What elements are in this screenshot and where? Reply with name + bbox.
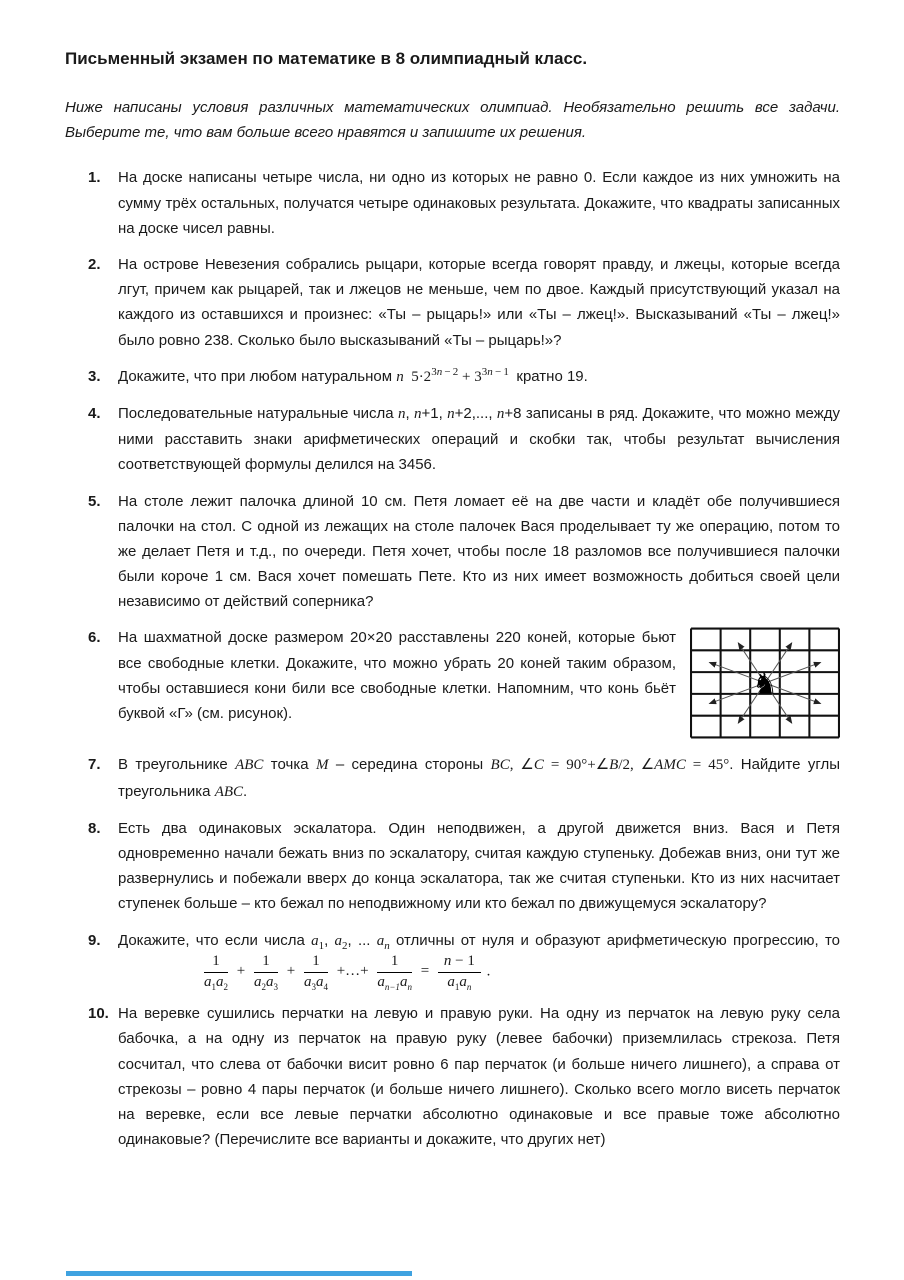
- page-title: Письменный экзамен по математике в 8 олимпиадный класс.: [65, 49, 588, 68]
- problem-text: Последовательные натуральные числа n, n+1, n+2,..., n+8 записаны в ряд. Докажите, что можно между ними расставить знаки арифметических операций и скобки так, чтобы результат вычисления соответствующей формулы делился на 3456.: [118, 404, 840, 474]
- knight-move-diagram: [690, 627, 840, 739]
- problem-text: На острове Невезения собрались рыцари, которые всегда говорят правду, и лжецы, которые всегда лгут, причем как рыцарей, так и лжецов не меньше, чем по двое. Каждый присутствующий указал на каждого из оставшихся и произнес: «Ты – рыцарь!» или «Ты – лжец!». Высказываний «Ты – лжец!» было ровно 238. Сколько было высказываний «Ты – рыцарь!»?: [118, 256, 840, 349]
- problem-text: На веревке сушились перчатки на левую и правую руки. На одну из перчаток на левую руку села бабочка, а на одну из перчаток на правую руку (левее бабочки) приземлилась стрекоза. Петя сосчитал, что слева от бабочки висит ровно 6 пар перчаток (и больше ничего лишнего), а справа от стрекозы – ровно 4 пары перчаток (и больше ничего лишнего). Сколько всего могло висеть перчаток на веревке, если все левые перчатки абсолютно одинаковые и все правые тоже абсолютно одинаковые? (Перечислите все варианты и докажите, что других нет): [118, 1005, 840, 1149]
- problem-item-2: [65, 252, 840, 353]
- problem-number: 4.: [88, 404, 101, 422]
- problem-number: 3.: [88, 367, 101, 385]
- problem-number: 9.: [88, 931, 101, 949]
- problem-text: Докажите, что если числа $a_1$, $a_2$, ... $a_n$ отличны от нуля и образуют арифметическую прогрессию, то $\frac{1}{a_1a_2}$ + $\frac{1}{a_2a_3}$ + $\frac{1}{a_3a_4}$ +…+ $\frac{1}{a_{n-1}a_n}$ = $\frac{n - 1}{a_1a_n}$ .: [118, 931, 840, 991]
- problem-item-5: [65, 489, 840, 615]
- problem-item-3: [65, 364, 840, 390]
- problem-text: Докажите, что при любом натуральном n $5\cdot 2^{3n}$ $^{- 2} + 3^{3n}$ $^{- 1}$ кратно 19.: [118, 365, 588, 385]
- problem-text: На доске написаны четыре числа, ни одно из которых не равно 0. Если каждое из них умножить на сумму трёх остальных, получатся четыре одинаковых результата. Докажите, что квадраты записанных на доске чисел равны.: [118, 169, 840, 237]
- problem-number: 1.: [88, 169, 101, 187]
- arithmetic-progression-formula: $\frac{1}{a_1a_2}$ + $\frac{1}{a_2a_3}$ + $\frac{1}{a_3a_4}$ +…+ $\frac{1}{a_{n-1}a_n}$ = $\frac{n - 1}{a_1a_n}$ .: [204, 952, 491, 991]
- problem-item-8: [65, 816, 840, 917]
- problem-item-4: [65, 401, 840, 478]
- problem-item-7: [65, 752, 840, 804]
- intro-paragraph: Ниже написаны условия различных математических олимпиад. Необязательно решить все задачи. Выберите те, что вам больше всего нравятся и запишите их решения.: [65, 99, 840, 142]
- problem-number: 5.: [88, 492, 101, 510]
- problem-item-1: [65, 165, 840, 241]
- problem-number: 7.: [88, 756, 101, 774]
- bottom-accent-line: [66, 1271, 412, 1276]
- problem-number: 2.: [88, 256, 101, 274]
- problem-item-6: [65, 625, 840, 741]
- problem-list: [65, 165, 840, 1152]
- problem-item-10: [65, 1001, 840, 1152]
- problem-item-9: [65, 928, 840, 991]
- problem-text: ♞ На шахматной доске размером 20×20 расставлены 220 коней, которые бьют все свободные клетки. Докажите, что можно убрать 20 коней таким образом, чтобы оставшиеся кони били все свободные клетки. Напомним, что конь бьёт буквой «Г» (см. рисунок).: [118, 625, 840, 741]
- knight-icon: ♞: [752, 666, 778, 701]
- problem-number: 6.: [88, 629, 101, 647]
- problem-text: Есть два одинаковых эскалатора. Один неподвижен, а другой движется вниз. Вася и Петя одновременно начали бежать вниз по эскалатору, считая каждую ступеньку. Добежав вниз, они тут же развернулись и побежали вверх до конца эскалатора, так же считая ступеньки. Кто из них насчитает ступенек больше – кто бежал по неподвижному или кто бежал по движущемуся эскалатору?: [118, 819, 840, 913]
- problem-number: 8.: [88, 819, 101, 837]
- problem-number: 10.: [88, 1005, 109, 1023]
- problem-text: В треугольнике ABC точка M – середина стороны BC, ∠C = 90°+∠B/2, ∠AMC = 45°. Найдите углы треугольника ABC.: [118, 756, 840, 800]
- problem-text: На столе лежит палочка длиной 10 см. Петя ломает её на две части и кладёт обе получившиеся палочки на стол. С одной из лежащих на столе палочек Вася проделывает ту же операцию, потом то же делает Петя и т.д., по очереди. Петя хочет, чтобы после 18 разломов все получившиеся палочки были короче 1 см. Вася хочет помешать Пете. Кто из них имеет возможность добиться своей цели независимо от действий соперника?: [118, 492, 840, 611]
